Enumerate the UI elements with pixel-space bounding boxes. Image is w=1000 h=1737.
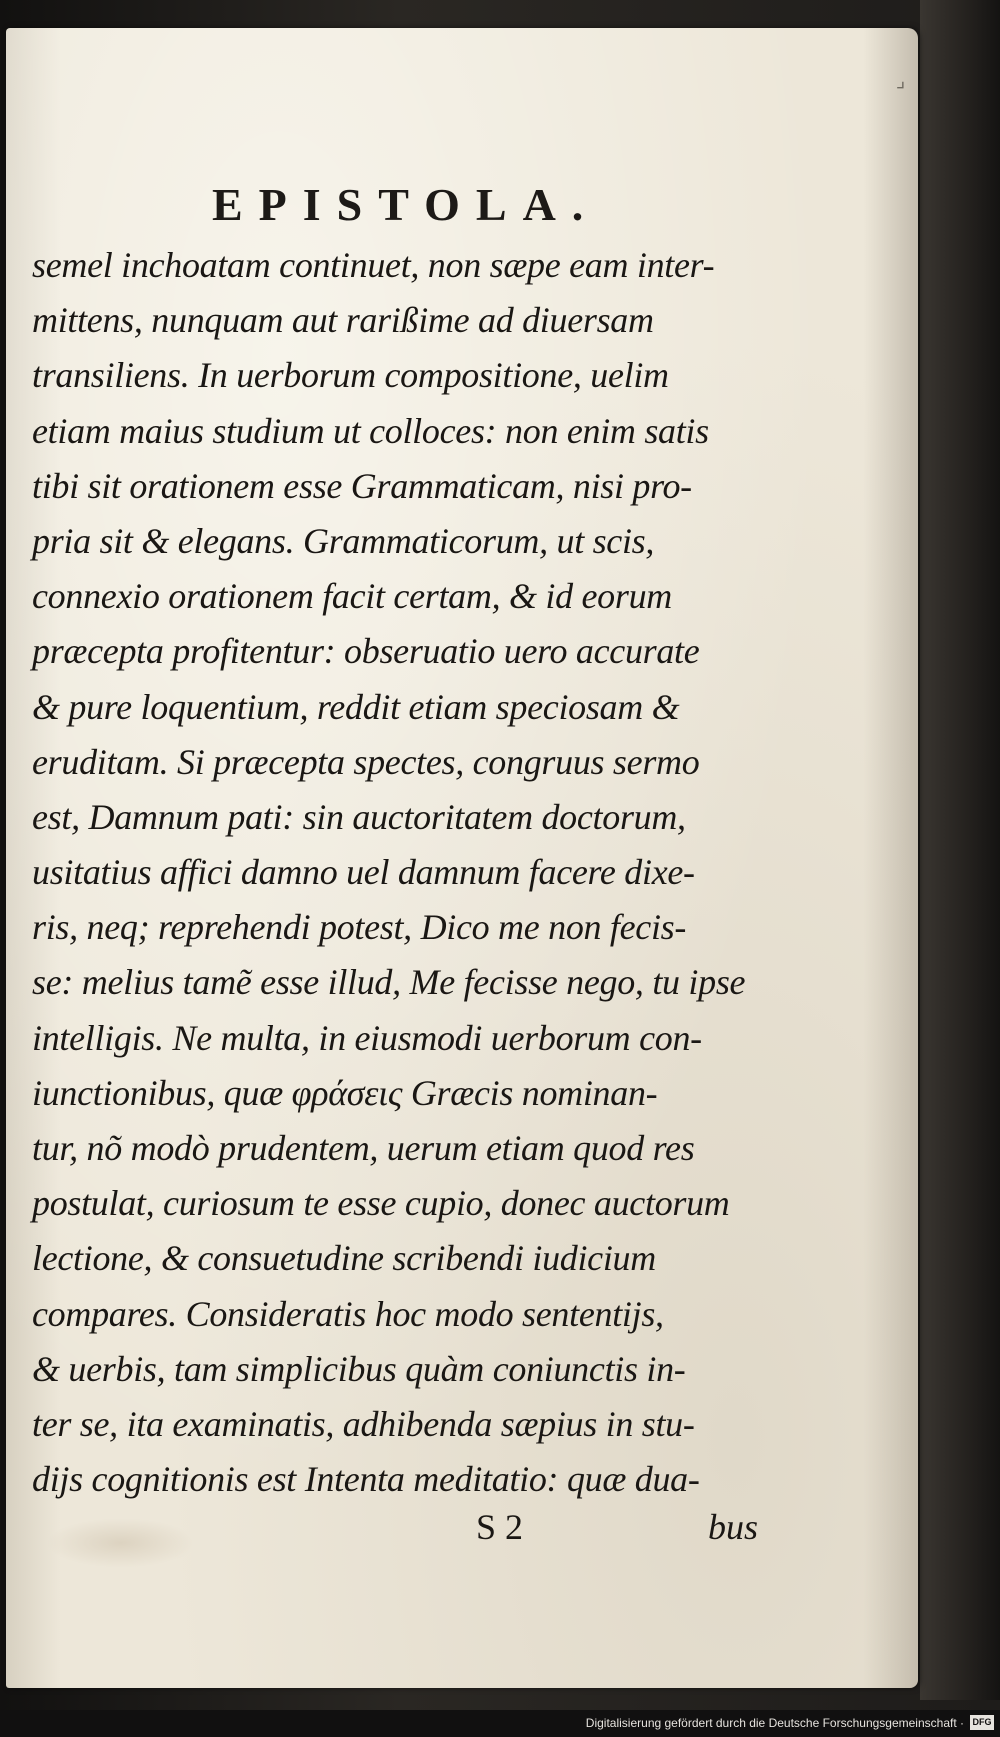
text-line: mittens, nunquam aut rarißime ad diuersam bbox=[32, 300, 654, 341]
text-line: ris, neq; reprehendi potest, Dico me non fecis- bbox=[32, 907, 687, 948]
text-line: tur, nõ modò prudentem, uerum etiam quod res bbox=[32, 1128, 695, 1168]
text-line: tibi sit orationem esse Grammaticam, nisi pro- bbox=[32, 465, 692, 506]
book-edge bbox=[920, 0, 1000, 1700]
funding-credit: Digitalisierung gefördert durch die Deutsche Forschungsgemeinschaft · bbox=[585, 1716, 964, 1730]
catchword: bus bbox=[708, 1507, 759, 1547]
text-line: postulat, curiosum te esse cupio, donec auctorum bbox=[32, 1183, 730, 1224]
text-line: & pure loquentium, reddit etiam speciosam & bbox=[32, 686, 680, 727]
text-line: compares. Consideratis hoc modo sententijs, bbox=[32, 1293, 664, 1334]
text-line: connexio orationem facit certam, & id eorum bbox=[32, 576, 672, 617]
signature-mark: S 2 bbox=[476, 1507, 524, 1547]
text-line: & uerbis, tam simplicibus quàm coniunctis in- bbox=[32, 1348, 686, 1389]
text-line: iunctionibus, quæ φράσεις Græcis nominan- bbox=[32, 1072, 658, 1113]
credit-bar bbox=[0, 1710, 1000, 1737]
text-line: intelligis. Ne multa, in eiusmodi uerborum con- bbox=[32, 1017, 702, 1058]
text-line: præcepta profitentur: obseruatio uero accurate bbox=[32, 631, 700, 672]
text-line: se: melius tamẽ esse illud, Me fecisse nego, tu ipse bbox=[32, 962, 746, 1003]
text-line: lectione, & consuetudine scribendi iudicium bbox=[32, 1238, 656, 1279]
paper-stain bbox=[46, 1518, 196, 1568]
text-line: semel inchoatam continuet, non sæpe eam inter- bbox=[32, 245, 715, 285]
text-line: ter se, ita examinatis, adhibenda sæpius in stu- bbox=[32, 1403, 695, 1444]
text-line: etiam maius studium ut colloces: non enim satis bbox=[32, 410, 709, 451]
text-line: est, Damnum pati: sin auctoritatem doctorum, bbox=[32, 796, 686, 837]
text-line: pria sit & elegans. Grammaticorum, ut scis, bbox=[32, 520, 655, 561]
text-line: eruditam. Si præcepta spectes, congruus sermo bbox=[32, 741, 700, 782]
text-line: usitatius affici damno uel damnum facere dixe- bbox=[32, 852, 695, 893]
text-block bbox=[32, 238, 772, 1507]
text-line: transiliens. In uerborum compositione, uelim bbox=[32, 355, 669, 396]
running-head: EPISTOLA. bbox=[212, 179, 600, 230]
page-footer bbox=[476, 1506, 776, 1566]
book-page bbox=[6, 28, 918, 1688]
text-line: dijs cognitionis est Intenta meditatio: quæ dua- bbox=[32, 1459, 700, 1500]
page-fold-icon: ⌟ bbox=[896, 68, 906, 92]
dfg-logo-icon: DFG bbox=[970, 1715, 994, 1730]
